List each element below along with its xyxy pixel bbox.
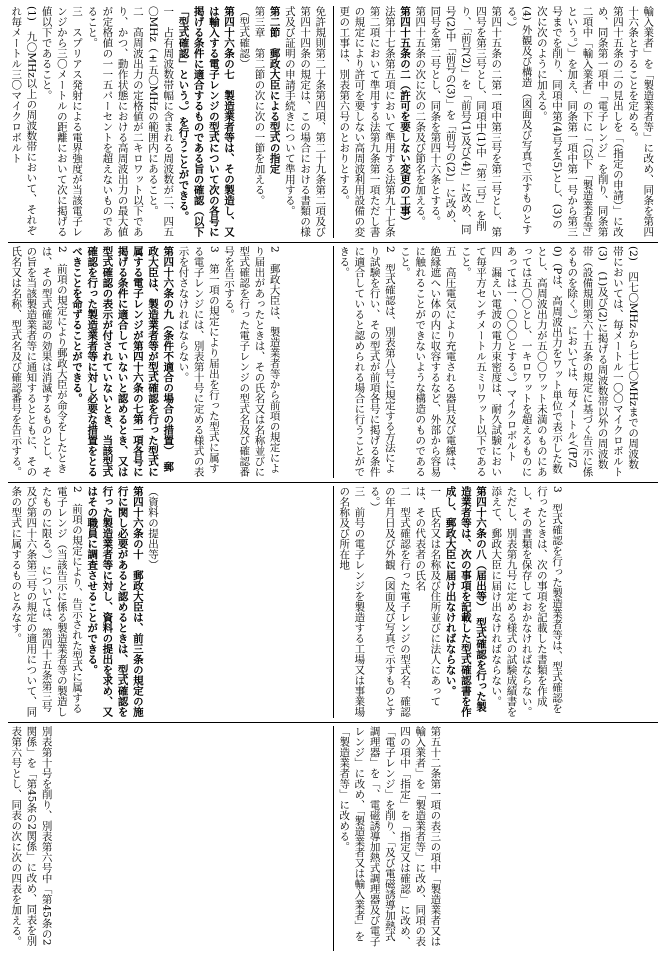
band-1-right-para: 法第十七条第五項において準用する法第九十七条第二項において準用する法第九条第一項ただし書の規定により許可を要しない高周波利用設備の変更の工事は、別表第六号のとおりとする。 [338,6,396,237]
band-3-right-para: 三 前号の電子レンジを製造する工場又は事業場の名称及び所在地 [338,486,366,717]
text-band-3 [8,486,658,718]
band-1-left-column [8,6,330,238]
band-4-right-para: 第五十二条第一項の表三の項中「製造業者又は輸入業者」を「製造業者等」に改め、同項の表四の項中「指定」を「指定又は確認」に改め、「電子レンジ」を削り、「及び電磁誘導加熱式調理器」を「、電磁誘導加熱式調理器及び電子レンジ」に改め、「製造業者又は輸入業者」を「製造業者等」に改める。 [338,726,442,947]
band-3-left-column [8,486,330,718]
band-1-left-para: 二 高周波出力の定格値が二キロワット以下であり、かつ、動作状態における高周波出力の最大値が定格値の一一五パーセントを超えないものであること。 [86,6,144,237]
column-divider [333,246,334,478]
band-1-right-para: 第四十五条の次に次の二条及び節名を加える。 [414,6,427,227]
gazette-page [8,6,658,951]
band-1-right-para: 第四十五条の二第一項中第三号を第二号とし、第四号を第三号とし、同項中(1)中「第二号」を削り、「前号(2)」を「前号(1)及び(4)」に改め、同号(2)中「前号の(3)」を「前号の(2)」に改め、同号を第二号とし、同条を第四十六条とする。 [429,6,503,237]
band-1-right-para: (4) 外観及び構造（図面及び写真で示すものとする。） [505,6,533,235]
band-1-left-para [327,6,330,238]
band-4-left-column [8,726,330,951]
section-heading: 第二節 郵政大臣による型式の指定 [268,6,281,174]
band-3-right-para: 3 型式確認を行った製造業者等は、型式確認を行ったときは、次の事項を記載した書類を作成し、その書類を保存しておかなければならない。ただし、別表第九号に定める様式の試験成績書を添えて、郵政大臣に届け出なければならない。 [490,486,564,717]
article-heading: 第四十六条の十 郵政大臣は、前三条の規定の施行に関し必要があると認めるときは、型式確認を行った製造業者等に対し、資料の提出を求め、又はその職員に調査させることができる。 [86,486,144,717]
band-4-left-para: 別表第十号を削り、別表第六号中「第45条の2関係」を「第45条の2関係」に改め、同表を別表第六号とし、同表の次に次の四表を加える。 [10,726,53,947]
article-heading: 第四十六条の九（条件不適合の場合の措置） 郵政大臣は、製造業者等が型式確認を行った型式に属する電子レンジが第四十六条の七第一項各号に掲げる条件に適合していないと認めるとき、又は型式確認の表示が付されていないとき、当該型式確認を行った製造業者等に対し必要な措置をとるべきことを命ずることができる。 [71,246,175,477]
band-2-right-para: (2) 四七〇MHzから七七〇MHzまでの周波数帯においては、毎メートル一〇〇マイクロボルト [611,246,640,477]
band-1-right-column [336,6,658,238]
band-2-left-para: 2 郵政大臣は、製造業者等から前項の規定により届出があったときは、その氏名又は名称並びに型式確認を行った電子レンジの型式名及び確認番号を告示する。 [223,246,281,477]
band-separator [8,482,658,483]
band-1-left-para: 三 スプリアス発射による電界強度が当該電子レンジから三〇メートルの距離において次に掲げる値以下であること。 [40,6,84,237]
band-3-right-para: 二 型式確認を行った電子レンジの型式名、確認の年月日及び外観（図面及び写真で示すものとする。） [368,486,412,717]
column-divider [333,486,334,718]
article-heading: 第四十六条の八（届出等） 型式確認を行った製造業者等は、次の事項を記載した型式確認書を作成し、郵政大臣に届け出なければならない。 [444,486,488,717]
band-4-right-column [336,726,658,951]
band-2-right-para: (3) (1)及び(2)に掲げる周波数帯以外の周波数帯（設備規則第六十五条の規定に基づく告示に係るものを除く。）においては、毎メートル√(P/20)（Pは、高周波出力をワット単位で表示した数とし、高周波出力が五〇〇ワット未満のものにあっては五〇〇とし、一キロワットを超えるものにあっては一、〇〇〇とする。）マイクロボルト [505,246,609,477]
band-2-left-column [8,246,330,478]
column-divider [333,726,334,951]
band-3-right-column [336,486,658,718]
band-1-left-para: 第三章 第二節の次に次の一節を加える。 [253,6,266,206]
band-2-right-para: 五 高圧電気により充電される器具及び電線は、絶縁遮へい体の内に収容するなど、外部から容易に触れることができないような構造のものであること。 [399,246,457,477]
band-1-left-para: 一 占有周波数帯幅に含まれる周波数が二、四五〇MHz（±五〇MHzの範囲内にあること。 [147,6,175,237]
band-separator [8,242,658,243]
band-1-right-para: 第四十五条の二の見出しを「（指定の申請）」に改め、同条第一項中「電子レンジ」を削り、同条第二項中「輸入業者」の下に「（以下「製造業者等」という。）」を加え、同条第一項中第一号から第三号までを削り、同項中第(4)号を(5)とし、(3)の次に次のように加える。 [535,6,624,237]
band-2-left-para: 2 前項の規定により郵政大臣が命令をしたときは、その型式確認の効果は消滅するものとし、その旨を当該製造業者等に通知するとともに、その氏名又は名称、型式名及び確認番号を告示する。 [10,246,68,477]
band-3-left-para: 2 前項の規定により、告示された型式に属する電子レンジ（当該告示に係る製造業者等の製造したものに限る。）については、第四十五条第三号及び第四十六条第三号の規定の適用について、同条の型式に属するものとみなす。 [10,486,84,717]
band-1-left-para: 免許規則第二十条第四項、第二十九条第二項及び第四十四条の規定は、この場合における書類の様式及び証明の申請手続きについて準用する。 [283,6,327,237]
band-2-right-para: 四 漏えい電波の電力束密度は、耐久試験において毎平方センチメートル五ミリワット以下であること。 [459,246,503,477]
band-3-right-para: 一 氏名又は名称及び住所並びに法人にあっては、その代表者の氏名 [414,486,442,707]
article-heading: 第四十五条の二（許可を要しない変更の工事） [399,6,412,227]
article-heading: 第四十六条の七 製造業者等は、その製造し、又は輸入する電子レンジの型式について次の各号に掲げる条件に適合するものである旨の確認（以下「型式確認」という。）を行うことができる。 [177,6,236,237]
band-1-left-para: (1) 九〇MHz以上の周波数帯において、それぞれ毎メートル三〇マイクロボルト [10,6,38,236]
band-1-right-para: 輸入業者」を「製造業者等」に改め、同条を第四十六条とすることを定める。 [627,6,655,237]
band-2-left-para: 3 第一項の規定により届出を行った型式に属する電子レンジには、別表第十号に定める様式の表示を付さなければならない。 [177,246,220,477]
caption-heading: （型式確認） [238,6,251,69]
text-band-1 [8,6,658,238]
band-3-left-para: （資料の提出等） [147,486,160,570]
column-divider [333,6,334,238]
band-separator [8,722,658,723]
text-band-2 [8,246,658,478]
band-2-right-column [336,246,658,478]
text-band-4 [8,726,658,951]
band-2-right-para: 2 型式確認は、別表第八号に規定する方法により試験を行い、その型式が前項各号に掲げる条件に適合していると認められる場合に行うことができる。 [338,246,396,477]
